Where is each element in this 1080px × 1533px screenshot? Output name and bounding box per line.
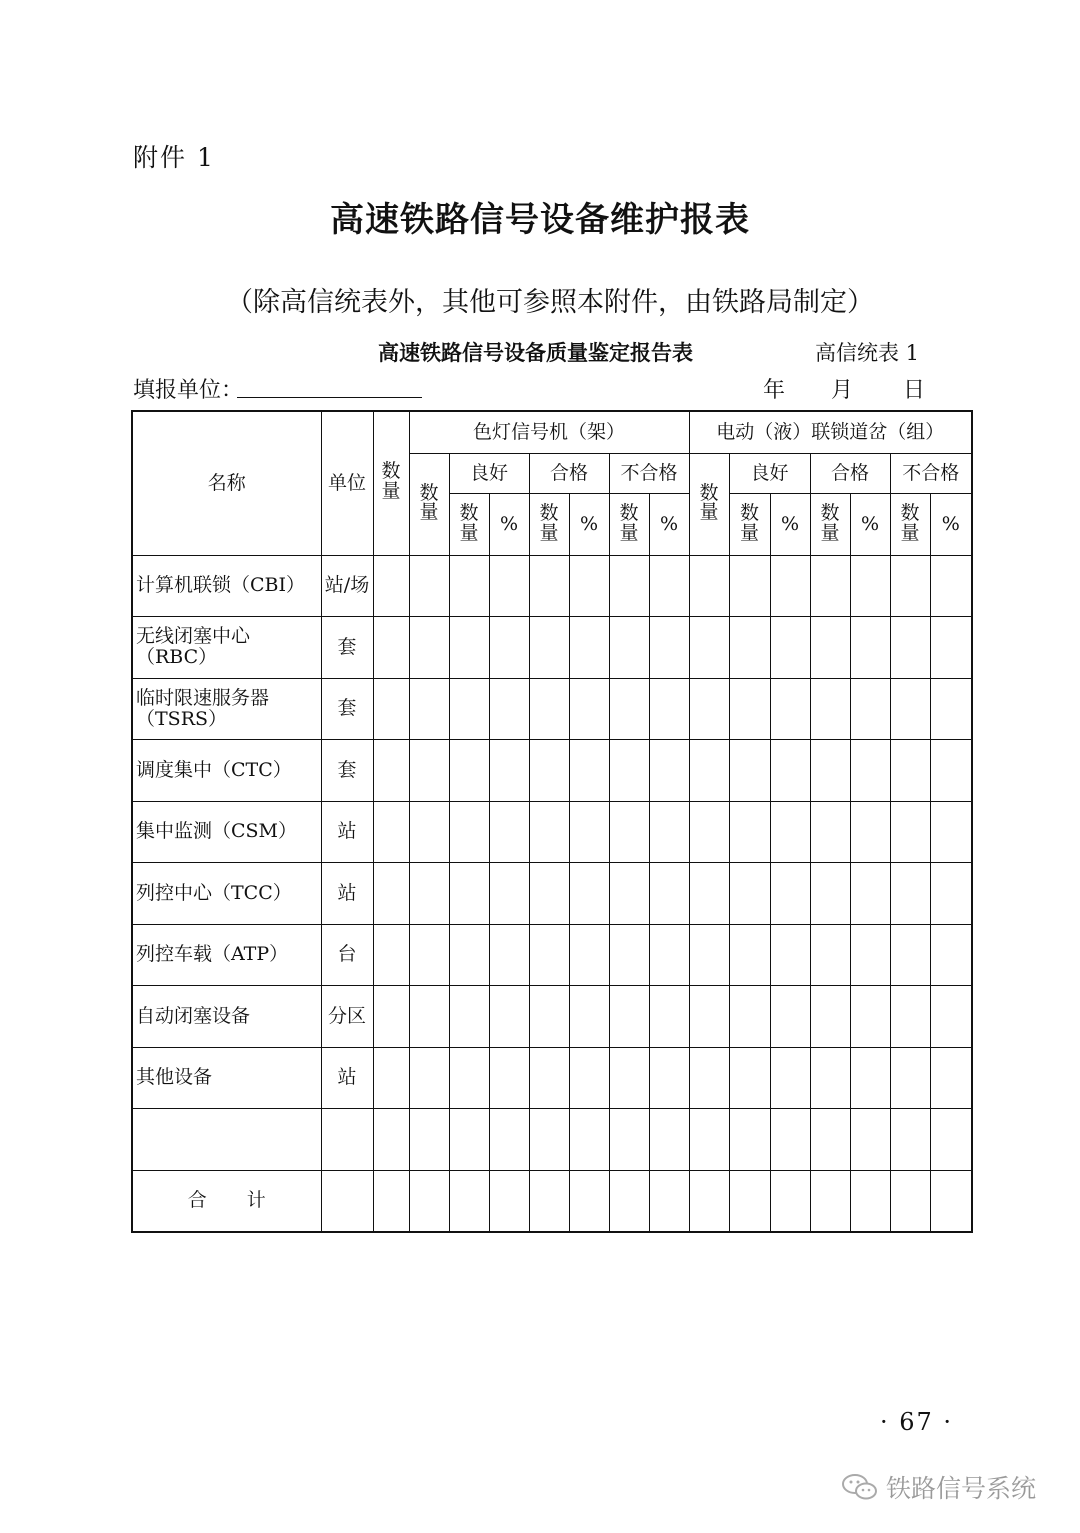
data-cell [689,740,729,802]
data-cell [689,1109,729,1171]
row-unit [321,1109,373,1171]
data-cell [529,924,569,986]
data-cell [529,1109,569,1171]
header-switch-fail: 不合格 [890,453,972,493]
data-cell [729,863,770,925]
data-cell [649,678,689,740]
data-cell [729,924,770,986]
row-name [132,1109,321,1171]
data-cell [373,1047,409,1109]
table-row [132,617,972,679]
header-unit: 单位 [321,411,373,555]
data-cell [649,1170,689,1232]
data-cell [689,863,729,925]
data-cell [810,1109,850,1171]
data-cell [569,801,609,863]
data-cell [569,678,609,740]
header-name: 名称 [132,411,321,555]
table-row [132,740,972,802]
total-row [132,1170,972,1232]
total-label: 合计 [132,1170,321,1232]
data-cell [409,740,449,802]
row-name: 临时限速服务器（TSRS） [132,678,321,740]
data-cell [890,986,930,1048]
header-cell-pct: % [850,493,890,555]
date-year-label: 年 [763,378,786,403]
header-qty: 数量 [373,411,409,555]
data-cell [609,924,649,986]
data-cell [409,1170,449,1232]
data-cell [609,678,649,740]
row-unit: 台 [321,924,373,986]
quality-report-table [131,410,973,1233]
data-cell [770,555,810,617]
data-cell [489,617,529,679]
data-cell [649,924,689,986]
data-cell [489,1109,529,1171]
data-cell [449,801,489,863]
row-unit: 站 [321,1047,373,1109]
data-cell [729,1170,770,1232]
data-cell [890,1109,930,1171]
data-cell [649,1047,689,1109]
data-cell [930,801,972,863]
data-cell [729,678,770,740]
data-cell [373,924,409,986]
header-cell-qty: 数量 [890,493,930,555]
data-cell [409,863,449,925]
form-number: 高信统表 1 [815,341,920,365]
data-cell [449,617,489,679]
table-row [132,986,972,1048]
data-cell [810,678,850,740]
data-cell [409,678,449,740]
data-cell [930,1047,972,1109]
data-cell [529,1047,569,1109]
data-cell [810,1170,850,1232]
data-cell [729,617,770,679]
header-signal-fail: 不合格 [609,453,689,493]
data-cell [850,555,890,617]
data-cell [689,678,729,740]
data-cell [569,555,609,617]
data-cell [529,863,569,925]
data-cell [810,555,850,617]
data-cell [930,924,972,986]
data-cell [409,617,449,679]
data-cell [409,924,449,986]
data-cell [850,1170,890,1232]
data-cell [649,617,689,679]
page-number: · 67 · [880,1408,954,1436]
data-cell [409,801,449,863]
header-cell-qty: 数量 [609,493,649,555]
header-switch-group: 电动（液）联锁道岔（组） [689,411,972,453]
data-cell [449,678,489,740]
row-name: 调度集中（CTC） [132,740,321,802]
data-cell [609,1170,649,1232]
data-cell [770,740,810,802]
table-row [132,1109,972,1171]
data-cell [449,555,489,617]
data-cell [850,740,890,802]
data-cell [409,1109,449,1171]
data-cell [810,740,850,802]
row-name: 其他设备 [132,1047,321,1109]
header-signal-qty: 数量 [409,453,449,555]
data-cell [449,863,489,925]
data-cell [729,1047,770,1109]
data-cell [689,986,729,1048]
data-cell [489,986,529,1048]
data-cell [373,863,409,925]
data-cell [409,986,449,1048]
data-cell [729,801,770,863]
data-cell [689,801,729,863]
data-cell [810,863,850,925]
data-cell [930,740,972,802]
data-cell [850,986,890,1048]
row-name: 列控中心（TCC） [132,863,321,925]
row-name: 列控车载（ATP） [132,924,321,986]
watermark-text: 铁路信号系统 [886,1474,1037,1503]
data-cell [609,1047,649,1109]
data-cell [890,678,930,740]
data-cell [649,801,689,863]
data-cell [810,924,850,986]
data-cell [373,678,409,740]
data-cell [529,678,569,740]
data-cell [569,1047,609,1109]
data-cell [850,924,890,986]
data-cell [529,740,569,802]
header-cell-qty: 数量 [449,493,489,555]
data-cell [890,617,930,679]
header-cell-pct: % [770,493,810,555]
data-cell [489,801,529,863]
data-cell [770,863,810,925]
data-cell [810,1047,850,1109]
data-cell [373,740,409,802]
reporting-unit-blank [237,397,422,398]
data-cell [529,801,569,863]
header-signal-pass: 合格 [529,453,609,493]
header-switch-qty: 数量 [689,453,729,555]
data-cell [689,924,729,986]
data-cell [770,1109,810,1171]
data-cell [489,1047,529,1109]
data-cell [890,801,930,863]
data-cell [569,986,609,1048]
data-cell [810,617,850,679]
wechat-icon [840,1472,880,1502]
header-cell-pct: % [649,493,689,555]
data-cell [569,1109,609,1171]
data-cell [850,617,890,679]
data-cell [890,1047,930,1109]
data-cell [649,986,689,1048]
row-name: 自动闭塞设备 [132,986,321,1048]
data-cell [930,863,972,925]
data-cell [569,863,609,925]
data-cell [649,555,689,617]
data-cell [529,555,569,617]
header-cell-qty: 数量 [810,493,850,555]
data-cell [729,1109,770,1171]
data-cell [850,1047,890,1109]
data-cell [609,1109,649,1171]
data-cell [930,678,972,740]
row-unit: 套 [321,740,373,802]
date-day-label: 日 [903,378,926,403]
data-cell [489,678,529,740]
data-cell [373,617,409,679]
row-unit: 站 [321,801,373,863]
table-row [132,1047,972,1109]
data-cell [489,863,529,925]
data-cell [689,1170,729,1232]
data-cell [930,555,972,617]
data-cell [930,617,972,679]
data-cell [770,617,810,679]
header-cell-pct: % [569,493,609,555]
header-row-1 [132,411,972,453]
data-cell [409,555,449,617]
data-cell [449,1170,489,1232]
row-unit: 套 [321,678,373,740]
page-title: 高速铁路信号设备维护报表 [330,200,750,240]
data-cell [770,1047,810,1109]
data-cell [449,740,489,802]
table-row [132,924,972,986]
data-cell [529,1170,569,1232]
date-month-label: 月 [831,378,854,403]
data-cell [890,555,930,617]
data-cell [770,986,810,1048]
data-cell [729,986,770,1048]
data-cell [930,986,972,1048]
data-cell [529,617,569,679]
data-cell [770,678,810,740]
attachment-label: 附件 1 [133,143,215,172]
data-cell [569,740,609,802]
header-cell-qty: 数量 [729,493,770,555]
header-cell-pct: % [930,493,972,555]
data-cell [529,986,569,1048]
data-cell [850,678,890,740]
header-switch-pass: 合格 [810,453,890,493]
data-cell [373,986,409,1048]
table-title: 高速铁路信号设备质量鉴定报告表 [378,341,693,365]
data-cell [609,617,649,679]
header-signal-good: 良好 [449,453,529,493]
data-cell [489,1170,529,1232]
data-cell [770,1170,810,1232]
data-cell [689,617,729,679]
row-name: 集中监测（CSM） [132,801,321,863]
data-cell [609,863,649,925]
data-cell [373,801,409,863]
data-cell [609,986,649,1048]
table-row [132,555,972,617]
data-cell [890,924,930,986]
data-cell [649,863,689,925]
table-row [132,678,972,740]
data-cell [449,986,489,1048]
table-row [132,801,972,863]
page-subtitle: （除高信统表外，其他可参照本附件，由铁路局制定） [226,287,874,318]
data-cell [321,1170,373,1232]
data-cell [569,617,609,679]
data-cell [449,924,489,986]
data-cell [609,801,649,863]
data-cell [850,801,890,863]
data-cell [930,1109,972,1171]
data-cell [373,1109,409,1171]
data-cell [770,924,810,986]
row-unit: 站 [321,863,373,925]
data-cell [890,740,930,802]
header-cell-pct: % [489,493,529,555]
data-cell [649,1109,689,1171]
header-cell-qty: 数量 [529,493,569,555]
data-cell [649,740,689,802]
data-cell [489,555,529,617]
data-cell [890,863,930,925]
data-cell [569,924,609,986]
data-cell [810,801,850,863]
row-unit: 站/场 [321,555,373,617]
row-unit: 套 [321,617,373,679]
data-cell [449,1109,489,1171]
data-cell [609,555,649,617]
header-switch-good: 良好 [729,453,810,493]
data-cell [729,555,770,617]
data-cell [489,924,529,986]
data-cell [449,1047,489,1109]
row-name: 无线闭塞中心（RBC） [132,617,321,679]
row-unit: 分区 [321,986,373,1048]
header-signal-group: 色灯信号机（架） [409,411,689,453]
row-name: 计算机联锁（CBI） [132,555,321,617]
data-cell [569,1170,609,1232]
data-cell [810,986,850,1048]
data-cell [373,1170,409,1232]
data-cell [689,555,729,617]
data-cell [489,740,529,802]
reporting-unit-label: 填报单位： [133,378,244,403]
data-cell [373,555,409,617]
table-row [132,863,972,925]
data-cell [850,1109,890,1171]
data-cell [930,1170,972,1232]
data-cell [689,1047,729,1109]
data-cell [409,1047,449,1109]
watermark [840,1470,1036,1504]
data-cell [890,1170,930,1232]
data-cell [729,740,770,802]
data-cell [850,863,890,925]
data-cell [770,801,810,863]
data-cell [609,740,649,802]
